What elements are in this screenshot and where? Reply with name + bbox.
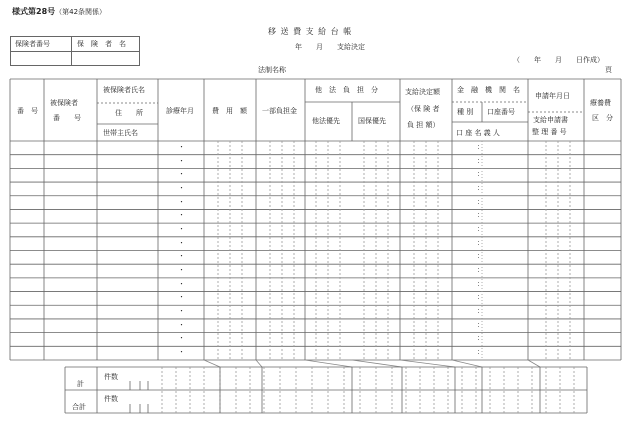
row-bank-marker: ：	[477, 224, 484, 233]
insurer-name-label: 保 険 者 名	[77, 40, 126, 48]
col-apply-date: 申請年月日	[535, 92, 570, 100]
total-count-label: 件数	[104, 395, 118, 403]
row-month-marker: ・	[178, 334, 185, 343]
col-bank: 金 融 機 関 名	[457, 86, 520, 94]
col-insured-no-1: 被保険者	[50, 99, 78, 107]
row-bank-marker: ：	[477, 266, 484, 275]
row-bank-marker: ：	[477, 293, 484, 302]
col-insured-no-2: 番 号	[53, 114, 81, 122]
col-address: 住 所	[115, 109, 143, 117]
created-date: （ 年 月 日作成）	[513, 56, 604, 64]
row-month-marker: ・	[178, 183, 185, 192]
row-bank-marker: ：	[477, 142, 484, 151]
col-account-holder: 口 座 名 義 人	[456, 129, 500, 137]
col-name: 被保険者氏名	[103, 86, 145, 94]
row-month-marker: ・	[178, 320, 185, 329]
col-decided-1: 支給決定額	[405, 88, 440, 96]
row-bank-marker: ：	[477, 183, 484, 192]
row-month-marker: ・	[178, 293, 185, 302]
col-other-priority: 他法優先	[312, 117, 340, 125]
col-national-priority: 国保優先	[358, 117, 386, 125]
subtotal-count-label: 件数	[104, 373, 118, 381]
row-month-marker: ・	[178, 142, 185, 151]
col-apply-no-1: 支給申請書	[533, 116, 568, 124]
row-bank-marker: ：	[477, 211, 484, 220]
insurer-number-label: 保険者番号	[15, 40, 50, 48]
row-bank-marker: ：	[477, 156, 484, 165]
row-bank-marker: ：	[477, 348, 484, 357]
col-month: 診療年月	[166, 107, 194, 115]
col-medical-1: 療養費	[590, 99, 611, 107]
row-month-marker: ・	[178, 211, 185, 220]
decision-date: 年 月 支給決定	[295, 43, 365, 51]
col-decided-2: （保 険 者	[407, 105, 440, 113]
row-bank-marker: ：	[477, 197, 484, 206]
row-month-marker: ・	[178, 252, 185, 261]
row-bank-marker: ：	[477, 238, 484, 247]
page-label: 頁	[605, 66, 612, 74]
row-month-marker: ・	[178, 224, 185, 233]
col-medical-2: 区 分	[592, 114, 613, 122]
row-month-marker: ・	[178, 238, 185, 247]
row-bank-marker: ：	[477, 334, 484, 343]
row-month-marker: ・	[178, 266, 185, 275]
col-bank-type: 種 別	[457, 108, 474, 116]
col-decided-3: 負 担 額）	[407, 121, 440, 129]
row-bank-marker: ：	[477, 307, 484, 316]
col-no: 番 号	[17, 107, 38, 115]
row-month-marker: ・	[178, 197, 185, 206]
row-bank-marker: ：	[477, 170, 484, 179]
form-id: 様式第28号（第42条関係）	[12, 7, 107, 16]
row-month-marker: ・	[178, 279, 185, 288]
total-label: 合計	[72, 403, 86, 411]
row-month-marker: ・	[178, 170, 185, 179]
col-copay: 一部負担金	[262, 107, 297, 115]
col-other-burden: 他 法 負 担 分	[315, 86, 378, 94]
subtotal-label: 計	[77, 380, 84, 388]
row-month-marker: ・	[178, 156, 185, 165]
col-account-no: 口座番号	[487, 108, 515, 116]
col-cost: 費 用 額	[212, 107, 247, 115]
row-month-marker: ・	[178, 307, 185, 316]
law-name-label: 法制名称	[258, 66, 286, 74]
col-apply-no-2: 整 理 番 号	[532, 128, 567, 136]
row-bank-marker: ：	[477, 320, 484, 329]
col-head: 世帯主氏名	[103, 129, 138, 137]
row-bank-marker: ：	[477, 252, 484, 261]
row-bank-marker: ：	[477, 279, 484, 288]
row-month-marker: ・	[178, 348, 185, 357]
page-title: 移 送 費 支 給 台 帳	[268, 27, 353, 36]
